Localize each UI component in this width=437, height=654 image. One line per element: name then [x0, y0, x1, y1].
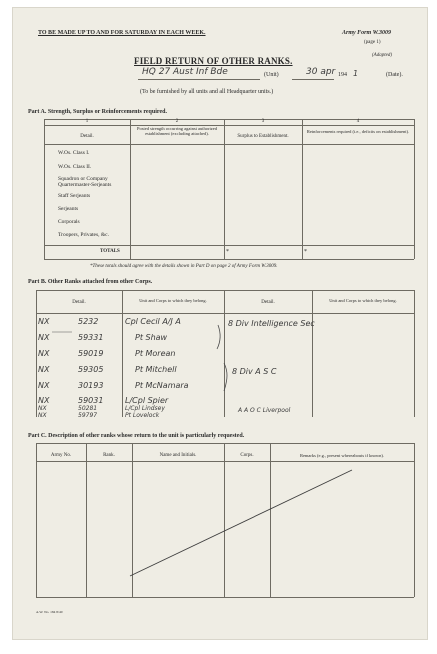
entry-3-number: 59019 — [78, 349, 104, 358]
year-prefix: 194 — [338, 72, 347, 78]
col-num-4: 4 — [356, 119, 360, 124]
entry-4-number: 59305 — [78, 365, 104, 374]
row-cqms: Squadron or Company Quartermaster-Serjeants — [58, 176, 112, 188]
entry-8-prefix: NX — [38, 412, 47, 419]
entry-5-name: Pt McNamara — [135, 381, 189, 390]
col-header-reinforcements: Reinforcements required (i.e., deficits on establishment). — [306, 129, 410, 134]
col-num-3: 3 — [261, 119, 265, 124]
furnished-note: (To be furnished by all units and all Headquarter units.) — [140, 89, 274, 95]
form-title: FIELD RETURN OF OTHER RANKS. — [134, 56, 293, 66]
row-corporals: Corporals — [58, 219, 80, 225]
footer-bar — [0, 640, 437, 654]
c-col-name: Name and Initials. — [159, 453, 197, 458]
col-header-surplus: Surplus to Establishment. — [237, 134, 289, 139]
entry-2-number: 59331 — [78, 333, 104, 342]
void-diagonal-line — [12, 7, 428, 640]
entry-8-name: Pt Lovelock — [125, 412, 160, 419]
date-label: (Date). — [386, 72, 403, 78]
unit-entry-3: A A O C Liverpool — [238, 407, 291, 414]
row-troopers: Troopers, Privates, &c. — [58, 232, 109, 238]
entry-2-prefix: NX — [38, 333, 50, 342]
adapted-note: (Adapted) — [372, 53, 392, 58]
entry-2-name: Pt Shaw — [135, 333, 168, 342]
totals-note: *These totals should agree with the details shown in Part D on page 2 of Army Form W.3009. — [90, 264, 278, 269]
c-col-rank: Rank. — [103, 453, 115, 458]
instruction-text: TO BE MADE UP TO AND FOR SATURDAY IN EACH WEEK. — [38, 30, 206, 36]
totals-mark-2: * — [304, 249, 307, 255]
totals-label: TOTALS — [100, 249, 120, 254]
b-col-unit-2: Unit and Corps to which they belong. — [329, 298, 397, 303]
entry-7-prefix: NX — [38, 405, 47, 412]
part-a-heading: Part A. Strength, Surplus or Reinforcements required. — [28, 109, 167, 115]
unit-label: (Unit) — [264, 72, 279, 78]
col-header-detail: Detail. — [80, 134, 94, 139]
unit-entry-1: 8 Div Intelligence Sec — [228, 319, 315, 328]
col-num-1: 1 — [85, 119, 89, 124]
entry-6-number: 59031 — [78, 396, 104, 405]
row-wo-class-1: W.Os. Class I. — [58, 150, 90, 156]
entry-1-number: 5232 — [78, 317, 99, 326]
print-reference: A.W. No. 184 8/40 — [36, 610, 63, 614]
row-serjeants: Serjeants — [58, 206, 79, 212]
unit-handwritten: HQ 27 Aust Inf Bde — [142, 67, 228, 77]
entry-1-prefix: NX — [38, 317, 50, 326]
entry-6-name: L/Cpl Spier — [125, 396, 169, 405]
entry-8-number: 59797 — [78, 412, 98, 419]
year-suffix: 1 — [353, 69, 359, 78]
page-number: (page 1) — [364, 40, 381, 45]
c-col-remarks: Remarks (e.g., present whereabouts if known). — [299, 453, 385, 458]
entry-7-name: L/Cpl Lindsey — [125, 405, 165, 412]
c-col-army-no: Army No. — [50, 453, 72, 458]
entry-1-name: Cpl Cecil A/J A — [125, 317, 181, 326]
entry-4-name: Pt Mitchell — [135, 365, 177, 374]
row-wo-class-2: W.Os. Class II. — [58, 164, 92, 170]
entry-3-prefix: NX — [38, 349, 50, 358]
entry-5-number: 30193 — [78, 381, 104, 390]
unit-entry-2: 8 Div A S C — [232, 367, 277, 376]
entry-6-prefix: NX — [38, 396, 50, 405]
c-col-corps: Corps. — [240, 453, 254, 458]
part-c-heading: Part C. Description of other ranks whose return to the unit is particularly requested. — [28, 433, 245, 439]
row-staff-serjeants: Staff Serjeants — [58, 193, 91, 199]
b-col-detail-2: Detail. — [261, 300, 275, 305]
b-col-unit-1: Unit and Corps to which they belong. — [139, 298, 207, 303]
entry-5-prefix: NX — [38, 381, 50, 390]
date-handwritten: 30 apr — [306, 67, 336, 77]
form-number: Army Form W.3009 — [342, 30, 391, 36]
col-num-2: 2 — [175, 119, 179, 124]
col-header-posted-strength: Posted strength occurring against authorized establishment (excluding attached). — [137, 126, 217, 136]
totals-mark-1: * — [226, 249, 229, 255]
part-b-heading: Part B. Other Ranks attached from other Corps. — [28, 279, 153, 285]
entry-4-prefix: NX — [38, 365, 50, 374]
form-sheet — [12, 7, 428, 640]
entry-3-name: Pt Morean — [135, 349, 176, 358]
b-col-detail-1: Detail. — [72, 300, 86, 305]
entry-7-number: 50281 — [78, 405, 98, 412]
